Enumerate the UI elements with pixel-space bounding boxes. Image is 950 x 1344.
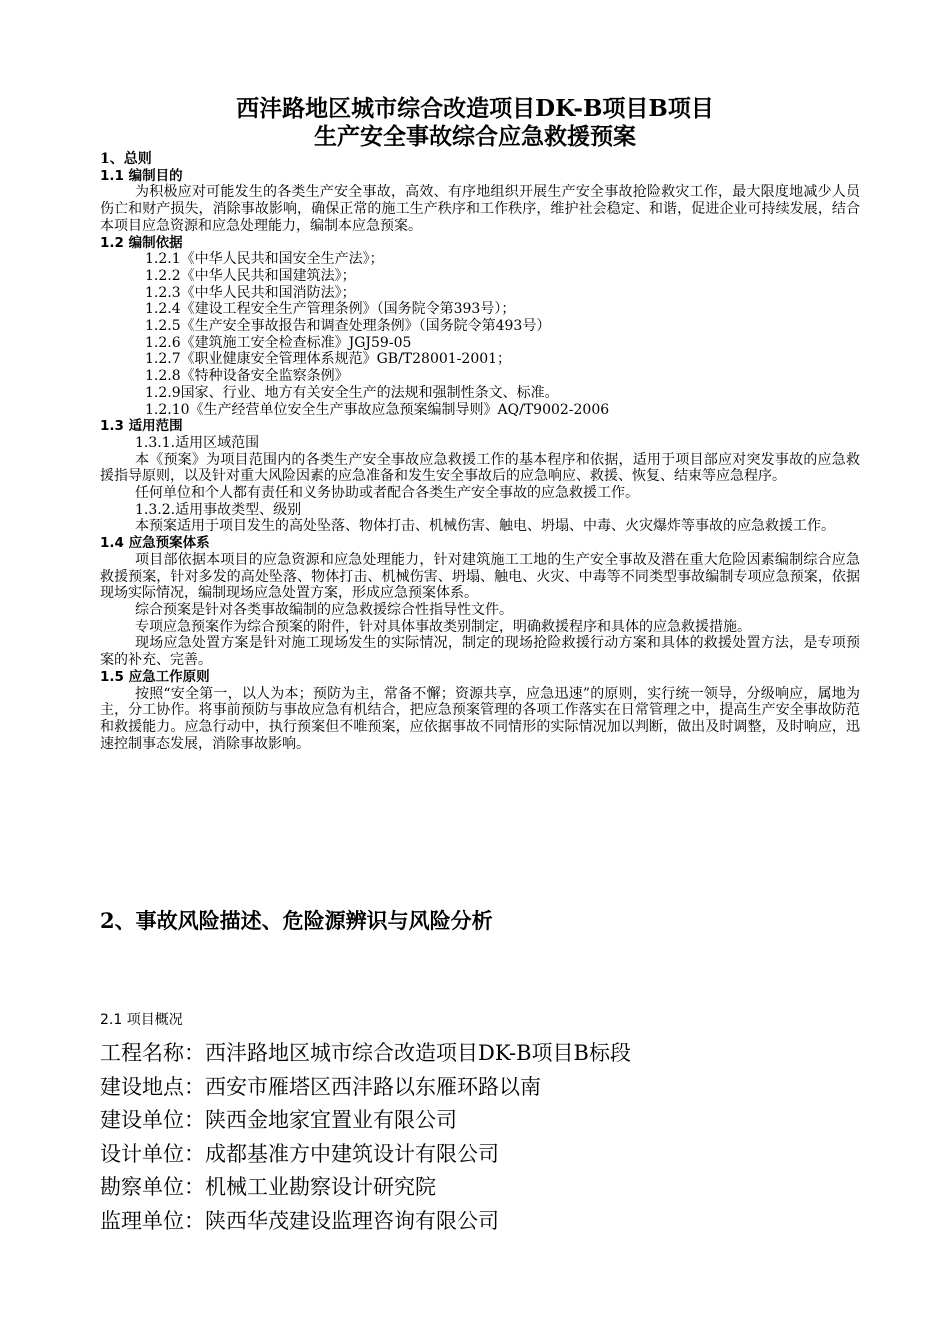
basis-item: 1.2.9国家、行业、地方有关安全生产的法规和强制性条文、标准。 <box>145 384 559 401</box>
section1-3-1-label: 1.3.1.适用区域范围 <box>135 434 260 451</box>
section1-2-heading: 1.2 编制依据 <box>100 234 183 251</box>
basis-item: 1.2.2《中华人民共和国建筑法》； <box>145 267 356 284</box>
basis-item: 1.2.4《建设工程安全生产管理条例》（国务院令第393号）； <box>145 301 516 318</box>
section1-4-paragraph-3: 专项应急预案作为综合预案的附件，针对具体事故类别制定，明确救援程序和具体的应急救援措施。 <box>135 618 751 635</box>
section1-5-paragraph: 按照“安全第一，以人为本；预防为主，常备不懈；资源共享，应急迅速”的原则，实行统一领导，分级响应，属地为主，分工协作。将事前预防与事故应急有机结合，把应急预案管理的各项工作落实在日常管理之中，提高生产安全事故防范和救援能力。应急行动中，执行预案但不唯预案，应依据事故不同情形的实际情况加以判断，做出及时调整，及时响应，迅速控制事态发展，消除事故影响。 <box>100 685 860 752</box>
project-info-item: 建设单位：陕西金地家宜置业有限公司 <box>100 1108 457 1132</box>
document-title-line1: 西沣路地区城市综合改造项目DK-B项目B项目 <box>236 95 714 122</box>
basis-item: 1.2.6《建筑施工安全检查标准》JGJ59-05 <box>145 334 412 351</box>
section1-3-2-label: 1.3.2.适用事故类型、级别 <box>135 501 302 518</box>
document-title-line2: 生产安全事故综合应急救援预案 <box>314 123 636 150</box>
section1-3-heading: 1.3 适用范围 <box>100 418 183 435</box>
section2-1-heading: 2.1 项目概况 <box>100 1012 183 1028</box>
section1-4-paragraph-2: 综合预案是针对各类事故编制的应急救援综合性指导性文件。 <box>135 601 513 618</box>
section1-3-2-paragraph: 本预案适用于项目发生的高处坠落、物体打击、机械伤害、触电、坍塌、中毒、火灾爆炸等事故的应急救援工作。 <box>135 518 835 535</box>
section1-1-paragraph: 为积极应对可能发生的各类生产安全事故，高效、有序地组织开展生产安全事故抢险救灾工作，最大限度地减少人员伤亡和财产损失，消除事故影响，确保正常的施工生产秩序和工作秩序，维护社会稳定、和谐，促进企业可持续发展，结合本项目应急资源和应急处理能力，编制本应急预案。 <box>100 184 860 234</box>
section2-heading: 2、事故风险描述、危险源辨识与风险分析 <box>100 908 493 933</box>
project-info-item: 工程名称：西沣路地区城市综合改造项目DK-B项目B标段 <box>100 1041 631 1065</box>
section1-1-heading: 1.1 编制目的 <box>100 167 183 184</box>
basis-item: 1.2.7《职业健康安全管理体系规范》GB/T28001-2001； <box>145 351 512 368</box>
basis-item: 1.2.8《特种设备安全监察条例》 <box>145 368 349 385</box>
project-info-item: 设计单位：成都基准方中建筑设计有限公司 <box>100 1141 499 1166</box>
basis-item: 1.2.5《生产安全事故报告和调查处理条例》（国务院令第493号） <box>145 318 551 335</box>
section1-body <box>100 151 860 752</box>
project-info-item: 监理单位：陕西华茂建设监理咨询有限公司 <box>100 1208 499 1233</box>
section1-3-1-paragraph-2: 任何单位和个人都有责任和义务协助或者配合各类生产安全事故的应急救援工作。 <box>135 485 639 502</box>
project-info-item: 勘察单位：机械工业勘察设计研究院 <box>100 1175 436 1199</box>
basis-item: 1.2.1《中华人民共和国安全生产法》； <box>145 251 384 268</box>
section1-5-heading: 1.5 应急工作原则 <box>100 668 210 685</box>
project-info-item: 建设地点：西安市雁塔区西沣路以东雁环路以南 <box>100 1074 541 1099</box>
basis-item: 1.2.10《生产经营单位安全生产事故应急预案编制导则》AQ/T9002-2006 <box>145 401 610 418</box>
section1-4-heading: 1.4 应急预案体系 <box>100 535 210 552</box>
section1-heading: 1、总则 <box>100 151 152 167</box>
basis-item: 1.2.3《中华人民共和国消防法》； <box>145 284 356 301</box>
section1-3-1-paragraph: 本《预案》为项目范围内的各类生产安全事故应急救援工作的基本程序和依据，适用于项目部应对突发事故的应急救援指导原则，以及针对重大风险因素的应急准备和发生安全事故后的应急响应、救援、恢复、结束等应急程序。 <box>100 451 860 485</box>
section1-4-paragraph-4: 现场应急处置方案是针对施工现场发生的实际情况，制定的现场抢险救援行动方案和具体的救援处置方法，是专项预案的补充、完善。 <box>100 635 860 669</box>
section1-4-paragraph-1: 项目部依据本项目的应急资源和应急处理能力，针对建筑施工工地的生产安全事故及潜在重大危险因素编制综合应急救援预案，针对多发的高处坠落、物体打击、机械伤害、坍塌、触电、火灾、中毒等不同类型事故编制专项应急预案，依据现场实际情况，编制现场应急处置方案，形成应急预案体系。 <box>100 551 860 602</box>
project-info-list <box>100 1037 880 1238</box>
